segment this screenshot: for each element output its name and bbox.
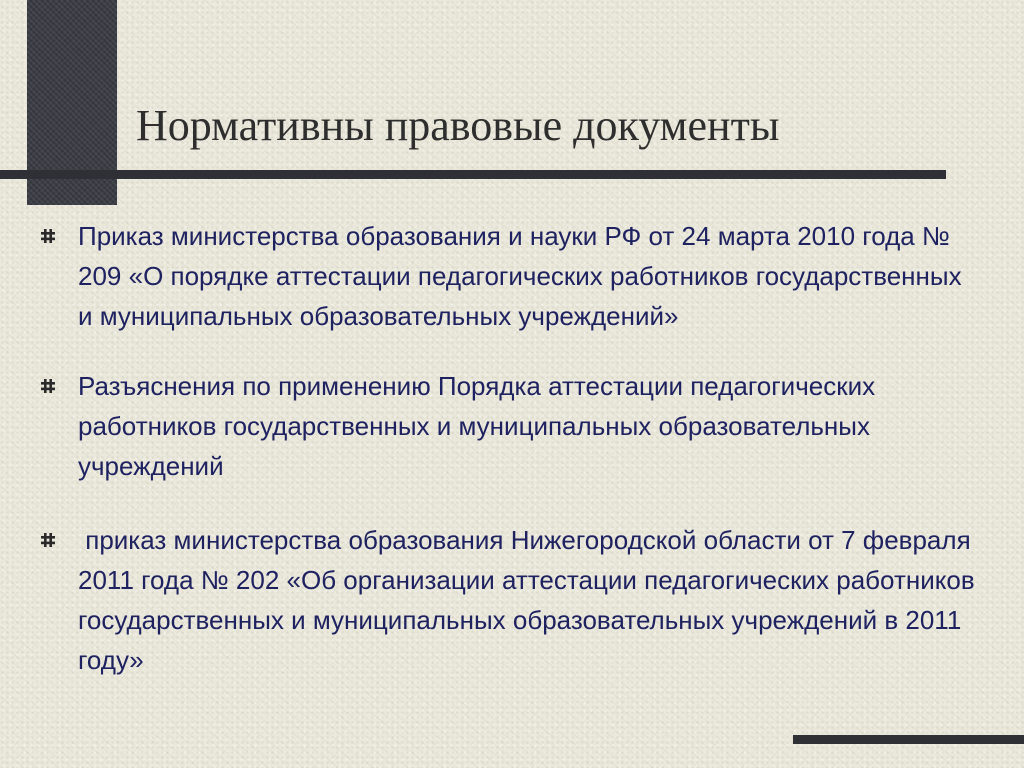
- slide-title: Нормативны правовые документы: [136, 101, 780, 150]
- list-item: [40, 216, 980, 336]
- title-divider: [0, 170, 946, 179]
- hash-bullet-icon: [40, 378, 56, 394]
- list-item: [40, 366, 980, 486]
- hash-bullet-icon: [40, 532, 56, 548]
- bullet-text: Разъяснения по применению Порядка аттестации педагогических работников государственных и муниципальных образовательных учреждений: [78, 371, 876, 481]
- bullet-text: Приказ министерства образования и науки РФ от 24 марта 2010 года № 209 «О порядке аттестации педагогических работников государственных и муниципальных образовательных учреждений»: [78, 221, 962, 331]
- hash-bullet-icon: [40, 228, 56, 244]
- bullet-list: [40, 216, 980, 710]
- bottom-divider: [793, 735, 1024, 744]
- bullet-text: приказ министерства образования Нижегородской области от 7 февраля 2011 года № 202 «Об организации аттестации педагогических работников государственных и муниципальных образовательных учреждений в 2011 году»: [78, 525, 982, 675]
- list-item: [40, 520, 980, 680]
